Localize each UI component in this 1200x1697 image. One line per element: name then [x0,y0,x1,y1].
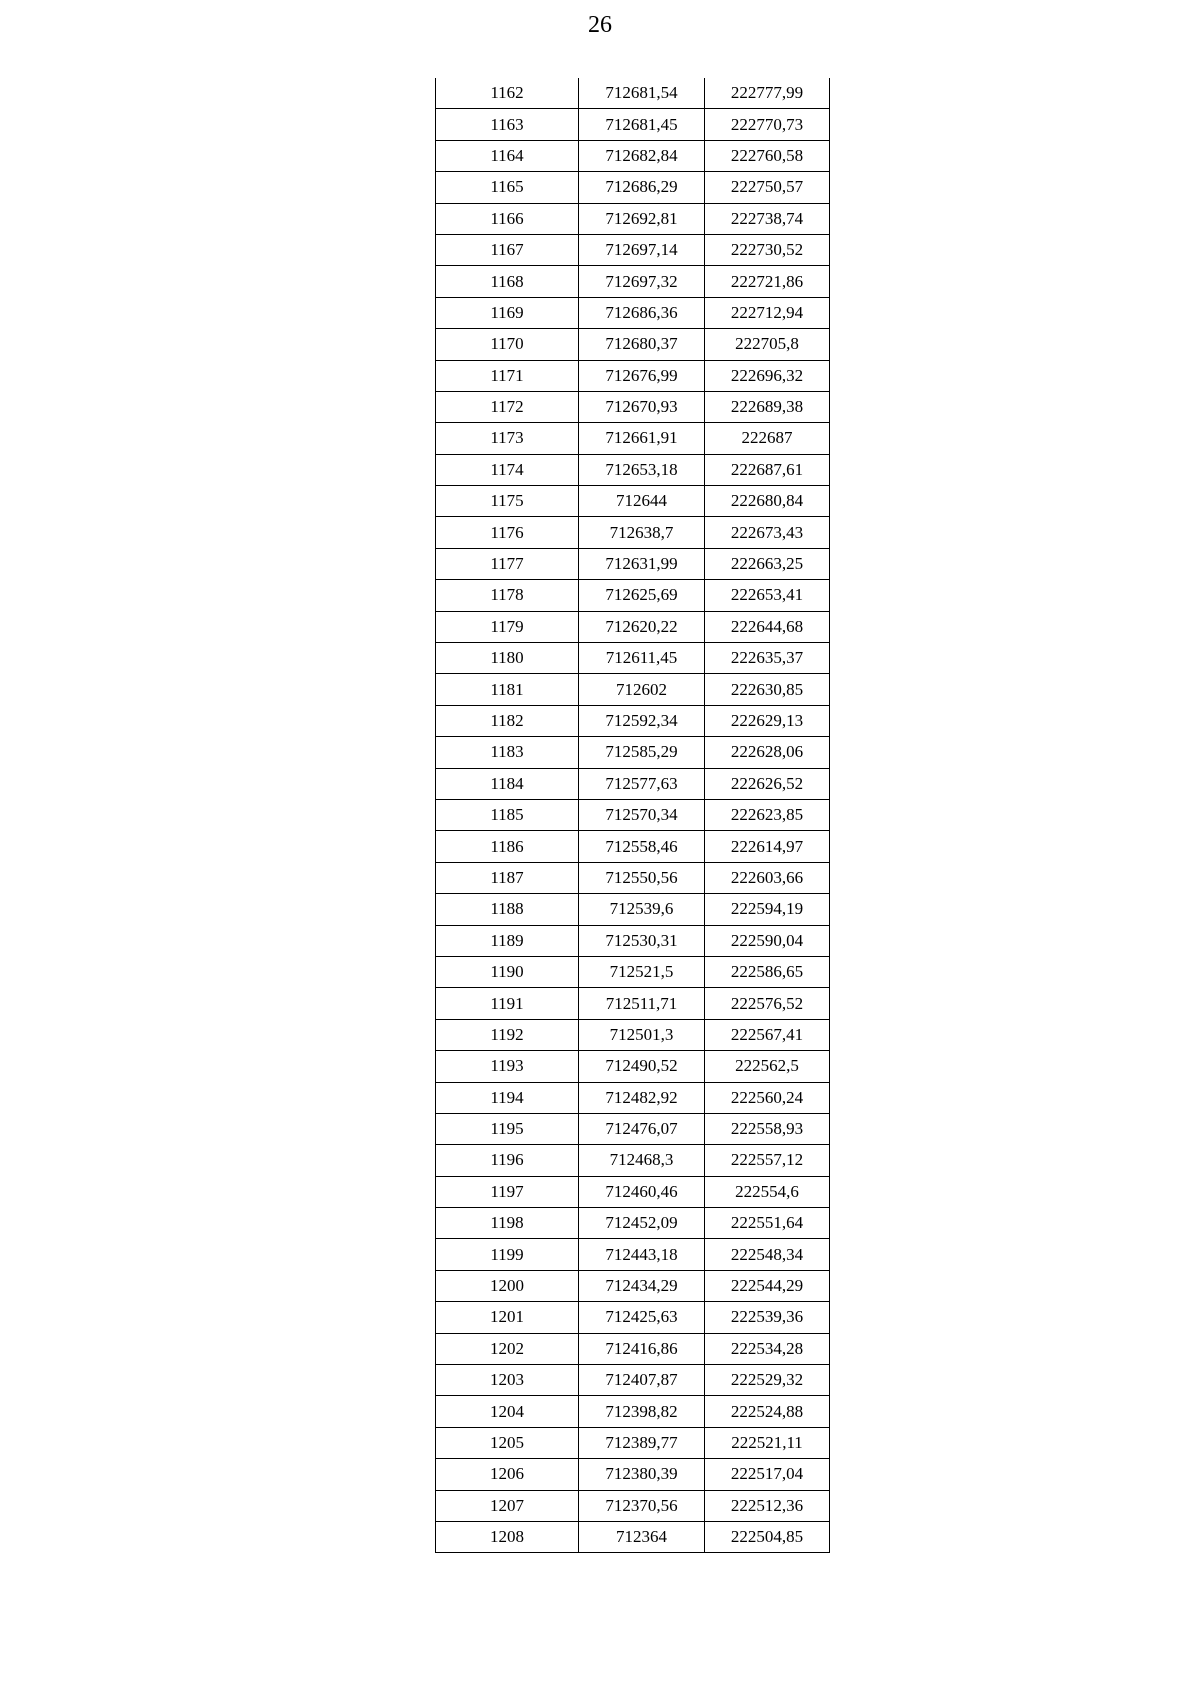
y-coordinate-cell: 222586,65 [705,956,830,987]
x-coordinate-cell: 712592,34 [579,705,705,736]
point-number-cell: 1168 [436,266,579,297]
point-number-cell: 1174 [436,454,579,485]
table-row [436,1270,830,1301]
x-coordinate-cell: 712681,45 [579,109,705,140]
x-coordinate-cell: 712490,52 [579,1051,705,1082]
y-coordinate-cell: 222673,43 [705,517,830,548]
y-coordinate-cell: 222680,84 [705,486,830,517]
point-number-cell: 1198 [436,1208,579,1239]
point-number-cell: 1206 [436,1459,579,1490]
point-number-cell: 1165 [436,172,579,203]
table-row [436,831,830,862]
y-coordinate-cell: 222521,11 [705,1427,830,1458]
point-number-cell: 1205 [436,1427,579,1458]
y-coordinate-cell: 222750,57 [705,172,830,203]
table-row [436,109,830,140]
point-number-cell: 1162 [436,78,579,109]
point-number-cell: 1166 [436,203,579,234]
x-coordinate-cell: 712460,46 [579,1176,705,1207]
point-number-cell: 1183 [436,737,579,768]
x-coordinate-cell: 712425,63 [579,1302,705,1333]
table-row [436,1145,830,1176]
table-row [436,1239,830,1270]
y-coordinate-cell: 222653,41 [705,580,830,611]
point-number-cell: 1178 [436,580,579,611]
x-coordinate-cell: 712631,99 [579,548,705,579]
point-number-cell: 1179 [436,611,579,642]
point-number-cell: 1203 [436,1365,579,1396]
x-coordinate-cell: 712686,36 [579,297,705,328]
x-coordinate-cell: 712661,91 [579,423,705,454]
table-row [436,956,830,987]
x-coordinate-cell: 712697,32 [579,266,705,297]
table-row [436,580,830,611]
point-number-cell: 1171 [436,360,579,391]
y-coordinate-cell: 222630,85 [705,674,830,705]
table-row [436,1396,830,1427]
x-coordinate-cell: 712434,29 [579,1270,705,1301]
point-number-cell: 1201 [436,1302,579,1333]
point-number-cell: 1175 [436,486,579,517]
x-coordinate-cell: 712364 [579,1521,705,1552]
page-number: 26 [588,12,612,38]
point-number-cell: 1207 [436,1490,579,1521]
point-number-cell: 1190 [436,956,579,987]
y-coordinate-cell: 222576,52 [705,988,830,1019]
table-row [436,1082,830,1113]
y-coordinate-cell: 222590,04 [705,925,830,956]
y-coordinate-cell: 222770,73 [705,109,830,140]
table-row [436,643,830,674]
x-coordinate-cell: 712501,3 [579,1019,705,1050]
point-number-cell: 1181 [436,674,579,705]
table-row [436,548,830,579]
y-coordinate-cell: 222551,64 [705,1208,830,1239]
table-row [436,517,830,548]
x-coordinate-cell: 712476,07 [579,1113,705,1144]
x-coordinate-cell: 712644 [579,486,705,517]
y-coordinate-cell: 222644,68 [705,611,830,642]
table-row [436,1302,830,1333]
table-row [436,1113,830,1144]
point-number-cell: 1169 [436,297,579,328]
x-coordinate-cell: 712521,5 [579,956,705,987]
x-coordinate-cell: 712686,29 [579,172,705,203]
y-coordinate-cell: 222628,06 [705,737,830,768]
x-coordinate-cell: 712452,09 [579,1208,705,1239]
table-row [436,360,830,391]
point-number-cell: 1163 [436,109,579,140]
point-number-cell: 1186 [436,831,579,862]
table-row [436,611,830,642]
y-coordinate-cell: 222567,41 [705,1019,830,1050]
y-coordinate-cell: 222777,99 [705,78,830,109]
y-coordinate-cell: 222557,12 [705,1145,830,1176]
table-row [436,737,830,768]
y-coordinate-cell: 222712,94 [705,297,830,328]
x-coordinate-cell: 712482,92 [579,1082,705,1113]
y-coordinate-cell: 222554,6 [705,1176,830,1207]
point-number-cell: 1191 [436,988,579,1019]
x-coordinate-cell: 712530,31 [579,925,705,956]
point-number-cell: 1173 [436,423,579,454]
y-coordinate-cell: 222562,5 [705,1051,830,1082]
y-coordinate-cell: 222730,52 [705,234,830,265]
point-number-cell: 1176 [436,517,579,548]
point-number-cell: 1182 [436,705,579,736]
table-row [436,297,830,328]
y-coordinate-cell: 222512,36 [705,1490,830,1521]
point-number-cell: 1197 [436,1176,579,1207]
x-coordinate-cell: 712570,34 [579,799,705,830]
x-coordinate-cell: 712539,6 [579,894,705,925]
point-number-cell: 1195 [436,1113,579,1144]
coordinates-table [435,78,830,1553]
point-number-cell: 1177 [436,548,579,579]
x-coordinate-cell: 712692,81 [579,203,705,234]
y-coordinate-cell: 222696,32 [705,360,830,391]
x-coordinate-cell: 712443,18 [579,1239,705,1270]
x-coordinate-cell: 712558,46 [579,831,705,862]
x-coordinate-cell: 712620,22 [579,611,705,642]
x-coordinate-cell: 712398,82 [579,1396,705,1427]
table-row [436,1051,830,1082]
table-row [436,1176,830,1207]
table-row [436,1208,830,1239]
table-row [436,423,830,454]
table-row [436,1427,830,1458]
x-coordinate-cell: 712416,86 [579,1333,705,1364]
point-number-cell: 1196 [436,1145,579,1176]
x-coordinate-cell: 712468,3 [579,1145,705,1176]
x-coordinate-cell: 712682,84 [579,140,705,171]
y-coordinate-cell: 222689,38 [705,391,830,422]
y-coordinate-cell: 222504,85 [705,1521,830,1552]
y-coordinate-cell: 222687,61 [705,454,830,485]
point-number-cell: 1185 [436,799,579,830]
x-coordinate-cell: 712602 [579,674,705,705]
table-row [436,799,830,830]
point-number-cell: 1170 [436,329,579,360]
x-coordinate-cell: 712670,93 [579,391,705,422]
point-number-cell: 1184 [436,768,579,799]
table-row [436,172,830,203]
x-coordinate-cell: 712389,77 [579,1427,705,1458]
table-row [436,925,830,956]
y-coordinate-cell: 222738,74 [705,203,830,234]
table-row [436,391,830,422]
point-number-cell: 1164 [436,140,579,171]
x-coordinate-cell: 712680,37 [579,329,705,360]
x-coordinate-cell: 712407,87 [579,1365,705,1396]
y-coordinate-cell: 222663,25 [705,548,830,579]
y-coordinate-cell: 222534,28 [705,1333,830,1364]
point-number-cell: 1172 [436,391,579,422]
point-number-cell: 1194 [436,1082,579,1113]
y-coordinate-cell: 222603,66 [705,862,830,893]
x-coordinate-cell: 712585,29 [579,737,705,768]
y-coordinate-cell: 222560,24 [705,1082,830,1113]
table-row [436,768,830,799]
x-coordinate-cell: 712653,18 [579,454,705,485]
y-coordinate-cell: 222539,36 [705,1302,830,1333]
y-coordinate-cell: 222529,32 [705,1365,830,1396]
x-coordinate-cell: 712638,7 [579,517,705,548]
table-row [436,1365,830,1396]
point-number-cell: 1180 [436,643,579,674]
table-row [436,1019,830,1050]
table-row [436,266,830,297]
y-coordinate-cell: 222626,52 [705,768,830,799]
table-row [436,1490,830,1521]
point-number-cell: 1188 [436,894,579,925]
table-row [436,1333,830,1364]
point-number-cell: 1199 [436,1239,579,1270]
y-coordinate-cell: 222558,93 [705,1113,830,1144]
y-coordinate-cell: 222705,8 [705,329,830,360]
x-coordinate-cell: 712625,69 [579,580,705,611]
x-coordinate-cell: 712676,99 [579,360,705,391]
point-number-cell: 1193 [436,1051,579,1082]
table-row [436,454,830,485]
y-coordinate-cell: 222721,86 [705,266,830,297]
x-coordinate-cell: 712697,14 [579,234,705,265]
y-coordinate-cell: 222760,58 [705,140,830,171]
y-coordinate-cell: 222544,29 [705,1270,830,1301]
table-row [436,486,830,517]
y-coordinate-cell: 222517,04 [705,1459,830,1490]
point-number-cell: 1204 [436,1396,579,1427]
table-row [436,329,830,360]
x-coordinate-cell: 712577,63 [579,768,705,799]
table-row [436,203,830,234]
table-row [436,674,830,705]
table-row [436,1459,830,1490]
table-row [436,894,830,925]
point-number-cell: 1200 [436,1270,579,1301]
point-number-cell: 1167 [436,234,579,265]
y-coordinate-cell: 222614,97 [705,831,830,862]
y-coordinate-cell: 222635,37 [705,643,830,674]
x-coordinate-cell: 712511,71 [579,988,705,1019]
point-number-cell: 1208 [436,1521,579,1552]
y-coordinate-cell: 222594,19 [705,894,830,925]
table-row [436,705,830,736]
x-coordinate-cell: 712370,56 [579,1490,705,1521]
x-coordinate-cell: 712681,54 [579,78,705,109]
point-number-cell: 1202 [436,1333,579,1364]
table-row [436,1521,830,1552]
table-row [436,234,830,265]
point-number-cell: 1192 [436,1019,579,1050]
y-coordinate-cell: 222629,13 [705,705,830,736]
point-number-cell: 1189 [436,925,579,956]
y-coordinate-cell: 222687 [705,423,830,454]
table-row [436,862,830,893]
y-coordinate-cell: 222524,88 [705,1396,830,1427]
point-number-cell: 1187 [436,862,579,893]
table-row [436,78,830,109]
x-coordinate-cell: 712550,56 [579,862,705,893]
x-coordinate-cell: 712611,45 [579,643,705,674]
coordinates-table-body [436,78,830,1553]
y-coordinate-cell: 222623,85 [705,799,830,830]
table-row [436,988,830,1019]
x-coordinate-cell: 712380,39 [579,1459,705,1490]
y-coordinate-cell: 222548,34 [705,1239,830,1270]
table-row [436,140,830,171]
